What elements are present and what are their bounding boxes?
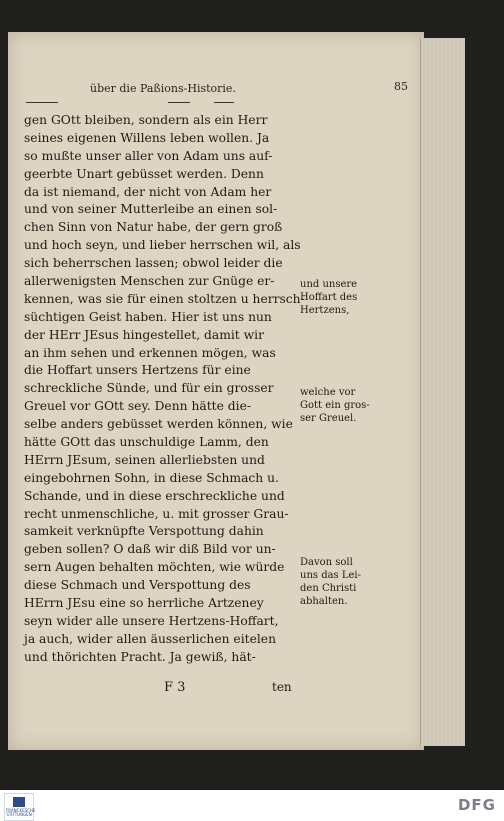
text-line: Greuel vor GOtt sey. Denn hätte die- xyxy=(24,399,252,414)
text-line: der HErr JEsus hingestellet, damit wir xyxy=(24,327,264,342)
text-line: kennen, was sie für einen stoltzen u herrsch- xyxy=(24,291,305,306)
page-number: 85 xyxy=(394,80,408,93)
marginal-note-2 xyxy=(300,386,370,425)
text-line: da ist niemand, der nicht von Adam her xyxy=(24,184,272,199)
text-line: ja auch, wider allen äusserlichen eitelen xyxy=(24,631,276,646)
text-line: sern Augen behalten möchten, wie würde xyxy=(24,560,285,575)
marginal-note-line: Hoffart des xyxy=(300,292,358,303)
marginal-note-line: den Christi xyxy=(300,583,357,594)
header-rule-left xyxy=(26,102,58,103)
header-rule-right xyxy=(214,102,234,103)
running-title: über die Paßions-Historie. xyxy=(90,82,236,95)
text-line: an ihm sehen und erkennen mögen, was xyxy=(24,345,276,360)
text-line: chen Sinn von Natur habe, der gern groß xyxy=(24,220,283,235)
marginal-note-line: Davon soll xyxy=(300,557,353,568)
page-edges xyxy=(420,38,465,746)
text-line: hätte GOtt das unschuldige Lamm, den xyxy=(24,435,269,450)
francke-logo-mark-icon xyxy=(13,797,25,807)
marginal-note-line: uns das Lei- xyxy=(300,570,362,581)
francke-logo-text: FRANCKESCHE STIFTUNGEN xyxy=(6,808,36,817)
marginal-note-line: Gott ein gros- xyxy=(300,400,370,411)
text-line: und thörichten Pracht. Ja gewiß, hät- xyxy=(24,649,256,664)
page-header xyxy=(90,80,408,100)
dfg-logo[interactable]: DFG xyxy=(457,796,496,814)
signature-mark: F 3 xyxy=(164,680,186,695)
text-line: geben sollen? O daß wir diß Bild vor un- xyxy=(24,542,276,557)
text-line: eingebohrnen Sohn, in diese Schmach u. xyxy=(24,470,279,485)
text-line: schreckliche Sünde, und für ein grosser xyxy=(24,381,274,396)
text-line: die Hoffart unsers Hertzens für eine xyxy=(24,363,251,378)
catchword: ten xyxy=(272,680,292,694)
text-line: süchtigen Geist haben. Hier ist uns nun xyxy=(24,309,272,324)
marginal-note-line: welche vor xyxy=(300,387,356,398)
marginal-note-1 xyxy=(300,278,370,317)
marginal-note-line: und unsere xyxy=(300,279,358,290)
marginal-note-line: ser Greuel. xyxy=(300,413,357,424)
text-line: und von seiner Mutterleibe an einen sol- xyxy=(24,202,278,217)
text-line: seyn wider alle unsere Hertzens-Hoffart, xyxy=(24,613,279,628)
body-text xyxy=(24,112,305,667)
text-line: diese Schmach und Verspottung des xyxy=(24,578,251,593)
text-line: HErrn JEsu eine so herrliche Artzeney xyxy=(24,596,264,611)
text-line: geerbte Unart gebüsset werden. Denn xyxy=(24,166,264,181)
text-line: und hoch seyn, und lieber herrschen wil, als xyxy=(24,238,301,253)
text-line: selbe anders gebüsset werden können, wie xyxy=(24,417,293,432)
marginal-note-line: abhalten. xyxy=(300,596,348,607)
header-rule-mid xyxy=(168,102,190,103)
viewer-footer xyxy=(0,790,504,821)
text-line: seines eigenen Willens leben wollen. Ja xyxy=(24,130,270,145)
text-line: so mußte unser aller von Adam uns auf- xyxy=(24,148,273,163)
text-line: samkeit verknüpfte Verspottung dahin xyxy=(24,524,264,539)
text-line: Schande, und in diese erschreckliche und xyxy=(24,488,285,503)
marginal-note-3 xyxy=(300,556,370,608)
francke-logo[interactable] xyxy=(4,793,34,821)
marginal-note-line: Hertzens, xyxy=(300,305,350,316)
text-line: gen GOtt bleiben, sondern als ein Herr xyxy=(24,113,268,127)
text-line: recht unmenschliche, u. mit grosser Grau- xyxy=(24,506,289,521)
text-line: allerwenigsten Menschen zur Gnüge er- xyxy=(24,274,275,289)
text-line: sich beherrschen lassen; obwol leider die xyxy=(24,256,283,271)
text-line: HErrn JEsum, seinen allerliebsten und xyxy=(24,452,265,467)
